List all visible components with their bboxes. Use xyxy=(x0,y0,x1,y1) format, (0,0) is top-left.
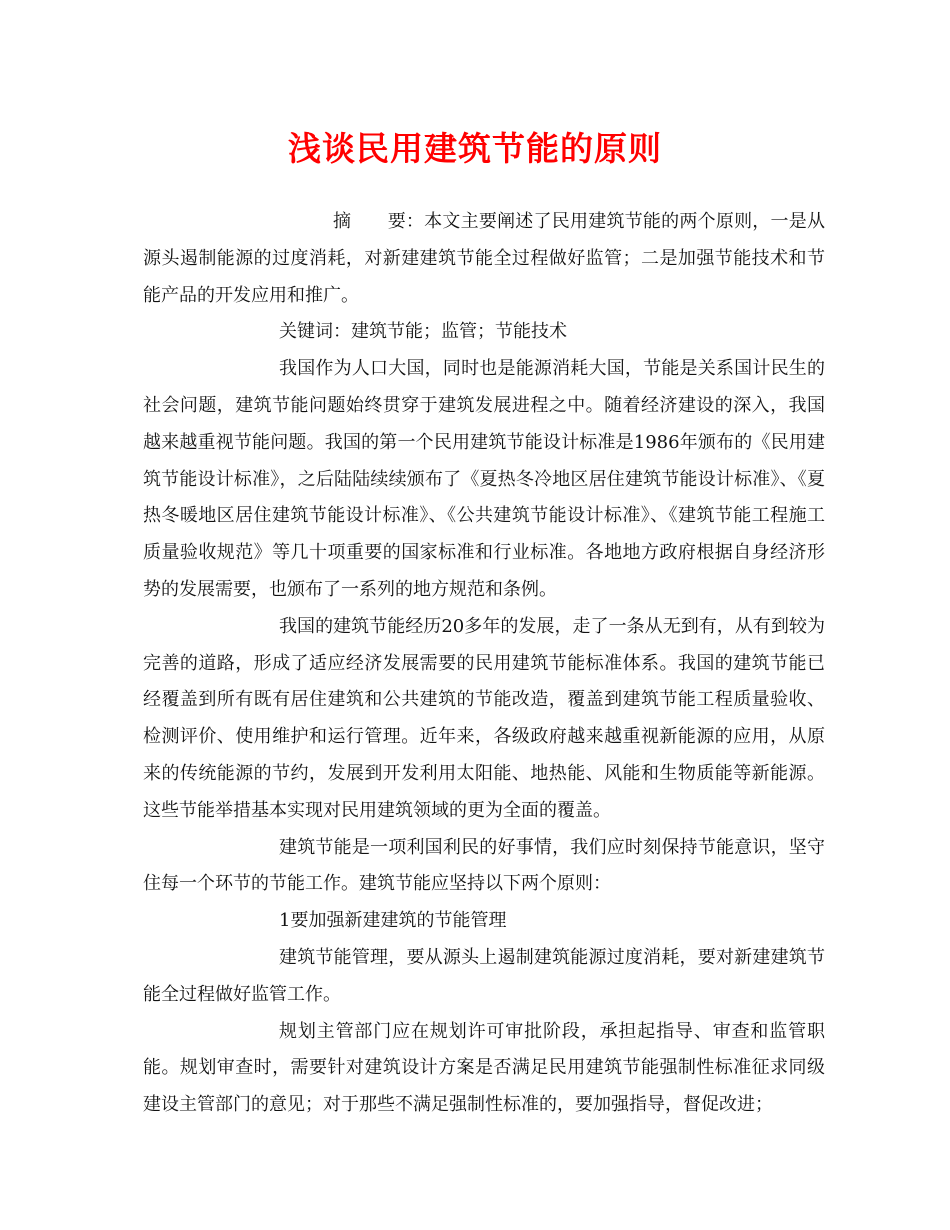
section-heading: 1要加强新建建筑的节能管理 xyxy=(279,910,507,932)
body-paragraph: 建筑节能是一项利国利民的好事情，我们应时刻保持节能意识，坚守住每一个环节的节能工作。建筑节能应坚持以下两个原则： xyxy=(143,836,825,895)
document-title: 浅谈民用建筑节能的原则 xyxy=(288,129,662,168)
abstract-paragraph: 摘 要：本文主要阐述了民用建筑节能的两个原则，一是从源头遏制能源的过度消耗，对新建建筑节能全过程做好监管；二是加强节能技术和节能产品的开发应用和推广。 xyxy=(143,211,825,306)
body-paragraph: 我国作为人口大国，同时也是能源消耗大国，节能是关系国计民生的社会问题，建筑节能问题始终贯穿于建筑发展进程之中。随着经济建设的深入，我国越来越重视节能问题。我国的第一个民用建筑节能设计标准是1986年颁布的《民用建筑节能设计标准》，之后陆陆续续颁布了《夏热冬冷地区居住建筑节能设计标准》、《夏热冬暖地区居住建筑节能设计标准》、《公共建筑节能设计标准》、《建筑节能工程施工质量验收规范》等几十项重要的国家标准和行业标准。各地地方政府根据自身经济形势的发展需要，也颁布了一系列的地方规范和条例。 xyxy=(143,358,825,600)
body-paragraph: 规划主管部门应在规划许可审批阶段，承担起指导、审查和监管职能。规划审查时，需要针对建筑设计方案是否满足民用建筑节能强制性标准征求同级建设主管部门的意见；对于那些不满足强制性标准的，要加强指导，督促改进； xyxy=(143,1020,825,1116)
document-body xyxy=(143,204,825,1124)
keywords-paragraph: 关键词：建筑节能；监管；节能技术 xyxy=(279,321,567,343)
body-paragraph: 我国的建筑节能经历20多年的发展，走了一条从无到有，从有到较为完善的道路，形成了适应经济发展需要的民用建筑节能标准体系。我国的建筑节能已经覆盖到所有既有居住建筑和公共建筑的节能改造，覆盖到建筑节能工程质量验收、检测评价、使用维护和运行管理。近年来，各级政府越来越重视新能源的应用，从原来的传统能源的节约，发展到开发利用太阳能、地热能、风能和生物质能等新能源。这些节能举措基本实现对民用建筑领域的更为全面的覆盖。 xyxy=(143,615,825,821)
body-paragraph: 建筑节能管理，要从源头上遏制建筑能源过度消耗，要对新建建筑节能全过程做好监管工作。 xyxy=(143,946,825,1005)
